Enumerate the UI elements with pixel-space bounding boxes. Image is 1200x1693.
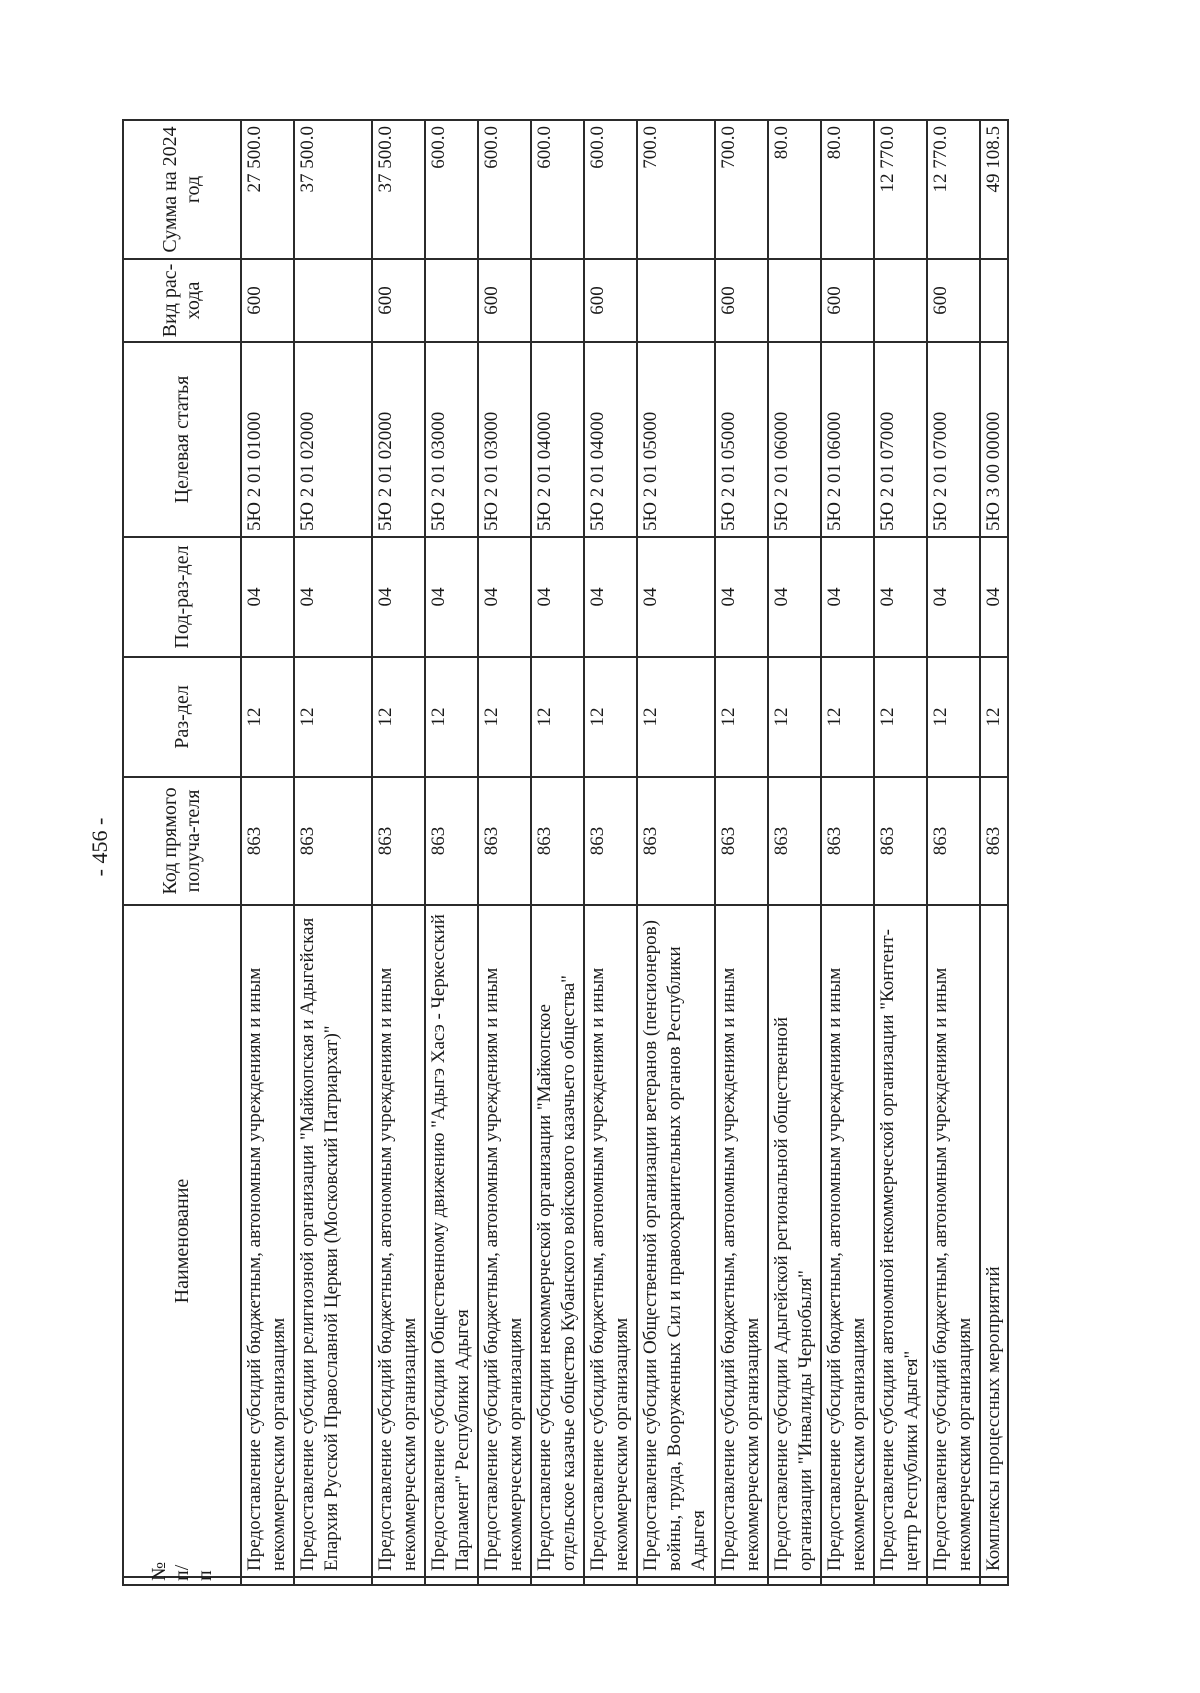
cell-tselevaya: 5Ю 2 01 01000 xyxy=(241,342,294,537)
cell-tselevaya: 5Ю 2 01 02000 xyxy=(294,342,372,537)
cell-razdel: 12 xyxy=(768,657,821,777)
cell-summa: 80.0 xyxy=(821,120,874,259)
cell-name: Предоставление субсидий бюджетным, автономным учреждениям и иным некоммерческим организациям xyxy=(927,905,980,1577)
cell-name: Предоставление субсидий бюджетным, автономным учреждениям и иным некоммерческим организациям xyxy=(241,905,294,1577)
header-num: № п/п xyxy=(123,1577,241,1585)
cell-num xyxy=(821,1577,874,1585)
cell-razdel: 12 xyxy=(821,657,874,777)
cell-razdel: 12 xyxy=(425,657,478,777)
cell-summa: 600.0 xyxy=(425,120,478,259)
table-row xyxy=(584,120,637,1585)
cell-tselevaya: 5Ю 2 01 05000 xyxy=(637,342,715,537)
cell-podrazdel: 04 xyxy=(478,537,531,657)
cell-tselevaya: 5Ю 2 01 02000 xyxy=(372,342,425,537)
cell-code: 863 xyxy=(531,777,584,905)
cell-razdel: 12 xyxy=(294,657,372,777)
cell-razdel: 12 xyxy=(874,657,927,777)
cell-num xyxy=(927,1577,980,1585)
table-row xyxy=(715,120,768,1585)
cell-vid: 600 xyxy=(715,259,768,342)
table-row xyxy=(980,120,1008,1585)
header-vid: Вид рас-хода xyxy=(123,259,241,342)
cell-num xyxy=(874,1577,927,1585)
cell-code: 863 xyxy=(821,777,874,905)
cell-tselevaya: 5Ю 2 01 07000 xyxy=(927,342,980,537)
cell-code: 863 xyxy=(294,777,372,905)
cell-code: 863 xyxy=(874,777,927,905)
cell-razdel: 12 xyxy=(715,657,768,777)
cell-tselevaya: 5Ю 2 01 06000 xyxy=(768,342,821,537)
table-row xyxy=(294,120,372,1585)
cell-vid: 600 xyxy=(241,259,294,342)
cell-name: Предоставление субсидий бюджетным, автономным учреждениям и иным некоммерческим организациям xyxy=(478,905,531,1577)
cell-code: 863 xyxy=(425,777,478,905)
cell-num xyxy=(372,1577,425,1585)
cell-num xyxy=(478,1577,531,1585)
cell-name: Комплексы процессных мероприятий xyxy=(980,905,1008,1577)
cell-num xyxy=(980,1577,1008,1585)
cell-podrazdel: 04 xyxy=(294,537,372,657)
cell-podrazdel: 04 xyxy=(241,537,294,657)
cell-razdel: 12 xyxy=(927,657,980,777)
cell-vid xyxy=(531,259,584,342)
table-row xyxy=(768,120,821,1585)
cell-podrazdel: 04 xyxy=(584,537,637,657)
header-podrazdel: Под-раз-дел xyxy=(123,537,241,657)
cell-podrazdel: 04 xyxy=(531,537,584,657)
cell-code: 863 xyxy=(241,777,294,905)
cell-name: Предоставление субсидий бюджетным, автономным учреждениям и иным некоммерческим организациям xyxy=(715,905,768,1577)
cell-podrazdel: 04 xyxy=(874,537,927,657)
budget-table-wrapper xyxy=(122,121,1021,1586)
cell-podrazdel: 04 xyxy=(715,537,768,657)
cell-podrazdel: 04 xyxy=(927,537,980,657)
table-row xyxy=(874,120,927,1585)
cell-summa: 12 770.0 xyxy=(927,120,980,259)
cell-name: Предоставление субсидии Общественному движению "Адыгэ Хасэ - Черкесский Парламент" Республики Адыгея xyxy=(425,905,478,1577)
table-row xyxy=(425,120,478,1585)
cell-tselevaya: 5Ю 3 00 00000 xyxy=(980,342,1008,537)
cell-summa: 49 108.5 xyxy=(980,120,1008,259)
cell-num xyxy=(637,1577,715,1585)
cell-tselevaya: 5Ю 2 01 06000 xyxy=(821,342,874,537)
cell-vid xyxy=(768,259,821,342)
cell-summa: 12 770.0 xyxy=(874,120,927,259)
cell-code: 863 xyxy=(715,777,768,905)
cell-name: Предоставление субсидии некоммерческой организации "Майкопское отдельское казачье общество Кубанского войскового казачьего общества" xyxy=(531,905,584,1577)
cell-num xyxy=(584,1577,637,1585)
cell-code: 863 xyxy=(478,777,531,905)
cell-razdel: 12 xyxy=(531,657,584,777)
cell-razdel: 12 xyxy=(980,657,1008,777)
header-razdel: Раз-дел xyxy=(123,657,241,777)
table-row xyxy=(927,120,980,1585)
cell-vid xyxy=(425,259,478,342)
cell-razdel: 12 xyxy=(637,657,715,777)
cell-summa: 600.0 xyxy=(584,120,637,259)
cell-name: Предоставление субсидии Общественной организации ветеранов (пенсионеров) войны, труда, Вооруженных Сил и правоохранительных органов Республики Адыгея xyxy=(637,905,715,1577)
cell-name: Предоставление субсидий бюджетным, автономным учреждениям и иным некоммерческим организациям xyxy=(821,905,874,1577)
cell-summa: 600.0 xyxy=(478,120,531,259)
cell-tselevaya: 5Ю 2 01 03000 xyxy=(425,342,478,537)
header-code: Код прямого получа-теля xyxy=(123,777,241,905)
cell-vid: 600 xyxy=(372,259,425,342)
budget-table xyxy=(122,119,1009,1586)
page-number: - 456 - xyxy=(87,817,112,877)
cell-podrazdel: 04 xyxy=(821,537,874,657)
cell-vid: 600 xyxy=(584,259,637,342)
cell-podrazdel: 04 xyxy=(425,537,478,657)
cell-vid: 600 xyxy=(821,259,874,342)
header-summa: Сумма на 2024 год xyxy=(123,120,241,259)
table-row xyxy=(531,120,584,1585)
cell-name: Предоставление субсидий бюджетным, автономным учреждениям и иным некоммерческим организациям xyxy=(584,905,637,1577)
cell-tselevaya: 5Ю 2 01 04000 xyxy=(531,342,584,537)
cell-summa: 80.0 xyxy=(768,120,821,259)
cell-tselevaya: 5Ю 2 01 04000 xyxy=(584,342,637,537)
cell-podrazdel: 04 xyxy=(980,537,1008,657)
cell-vid: 600 xyxy=(478,259,531,342)
header-tselevaya: Целевая статья xyxy=(123,342,241,537)
cell-num xyxy=(768,1577,821,1585)
cell-num xyxy=(294,1577,372,1585)
cell-vid xyxy=(980,259,1008,342)
table-row xyxy=(478,120,531,1585)
cell-podrazdel: 04 xyxy=(768,537,821,657)
cell-summa: 600.0 xyxy=(531,120,584,259)
cell-code: 863 xyxy=(584,777,637,905)
cell-vid: 600 xyxy=(927,259,980,342)
cell-vid xyxy=(294,259,372,342)
cell-name: Предоставление субсидии религиозной организации "Майкопская и Адыгейская Епархия Русской Православной Церкви (Московский Патриархат)" xyxy=(294,905,372,1577)
cell-razdel: 12 xyxy=(372,657,425,777)
cell-vid xyxy=(637,259,715,342)
cell-num xyxy=(715,1577,768,1585)
cell-summa: 37 500.0 xyxy=(294,120,372,259)
cell-code: 863 xyxy=(980,777,1008,905)
cell-num xyxy=(241,1577,294,1585)
cell-summa: 700.0 xyxy=(715,120,768,259)
cell-razdel: 12 xyxy=(241,657,294,777)
cell-code: 863 xyxy=(637,777,715,905)
cell-summa: 700.0 xyxy=(637,120,715,259)
cell-name: Предоставление субсидии автономной некоммерческой организации "Контент-центр Республики Адыгея" xyxy=(874,905,927,1577)
cell-code: 863 xyxy=(768,777,821,905)
cell-vid xyxy=(874,259,927,342)
cell-name: Предоставление субсидий бюджетным, автономным учреждениям и иным некоммерческим организациям xyxy=(372,905,425,1577)
cell-razdel: 12 xyxy=(478,657,531,777)
table-header-row xyxy=(123,120,241,1585)
cell-summa: 37 500.0 xyxy=(372,120,425,259)
cell-tselevaya: 5Ю 2 01 03000 xyxy=(478,342,531,537)
table-row xyxy=(372,120,425,1585)
cell-tselevaya: 5Ю 2 01 05000 xyxy=(715,342,768,537)
cell-podrazdel: 04 xyxy=(372,537,425,657)
cell-code: 863 xyxy=(927,777,980,905)
header-name: Наименование xyxy=(123,905,241,1577)
cell-podrazdel: 04 xyxy=(637,537,715,657)
cell-tselevaya: 5Ю 2 01 07000 xyxy=(874,342,927,537)
cell-num xyxy=(425,1577,478,1585)
cell-name: Предоставление субсидии Адыгейской региональной общественной организации "Инвалиды Чернобыля" xyxy=(768,905,821,1577)
cell-summa: 27 500.0 xyxy=(241,120,294,259)
table-row xyxy=(821,120,874,1585)
cell-num xyxy=(531,1577,584,1585)
cell-code: 863 xyxy=(372,777,425,905)
cell-razdel: 12 xyxy=(584,657,637,777)
table-row xyxy=(241,120,294,1585)
table-row xyxy=(637,120,715,1585)
